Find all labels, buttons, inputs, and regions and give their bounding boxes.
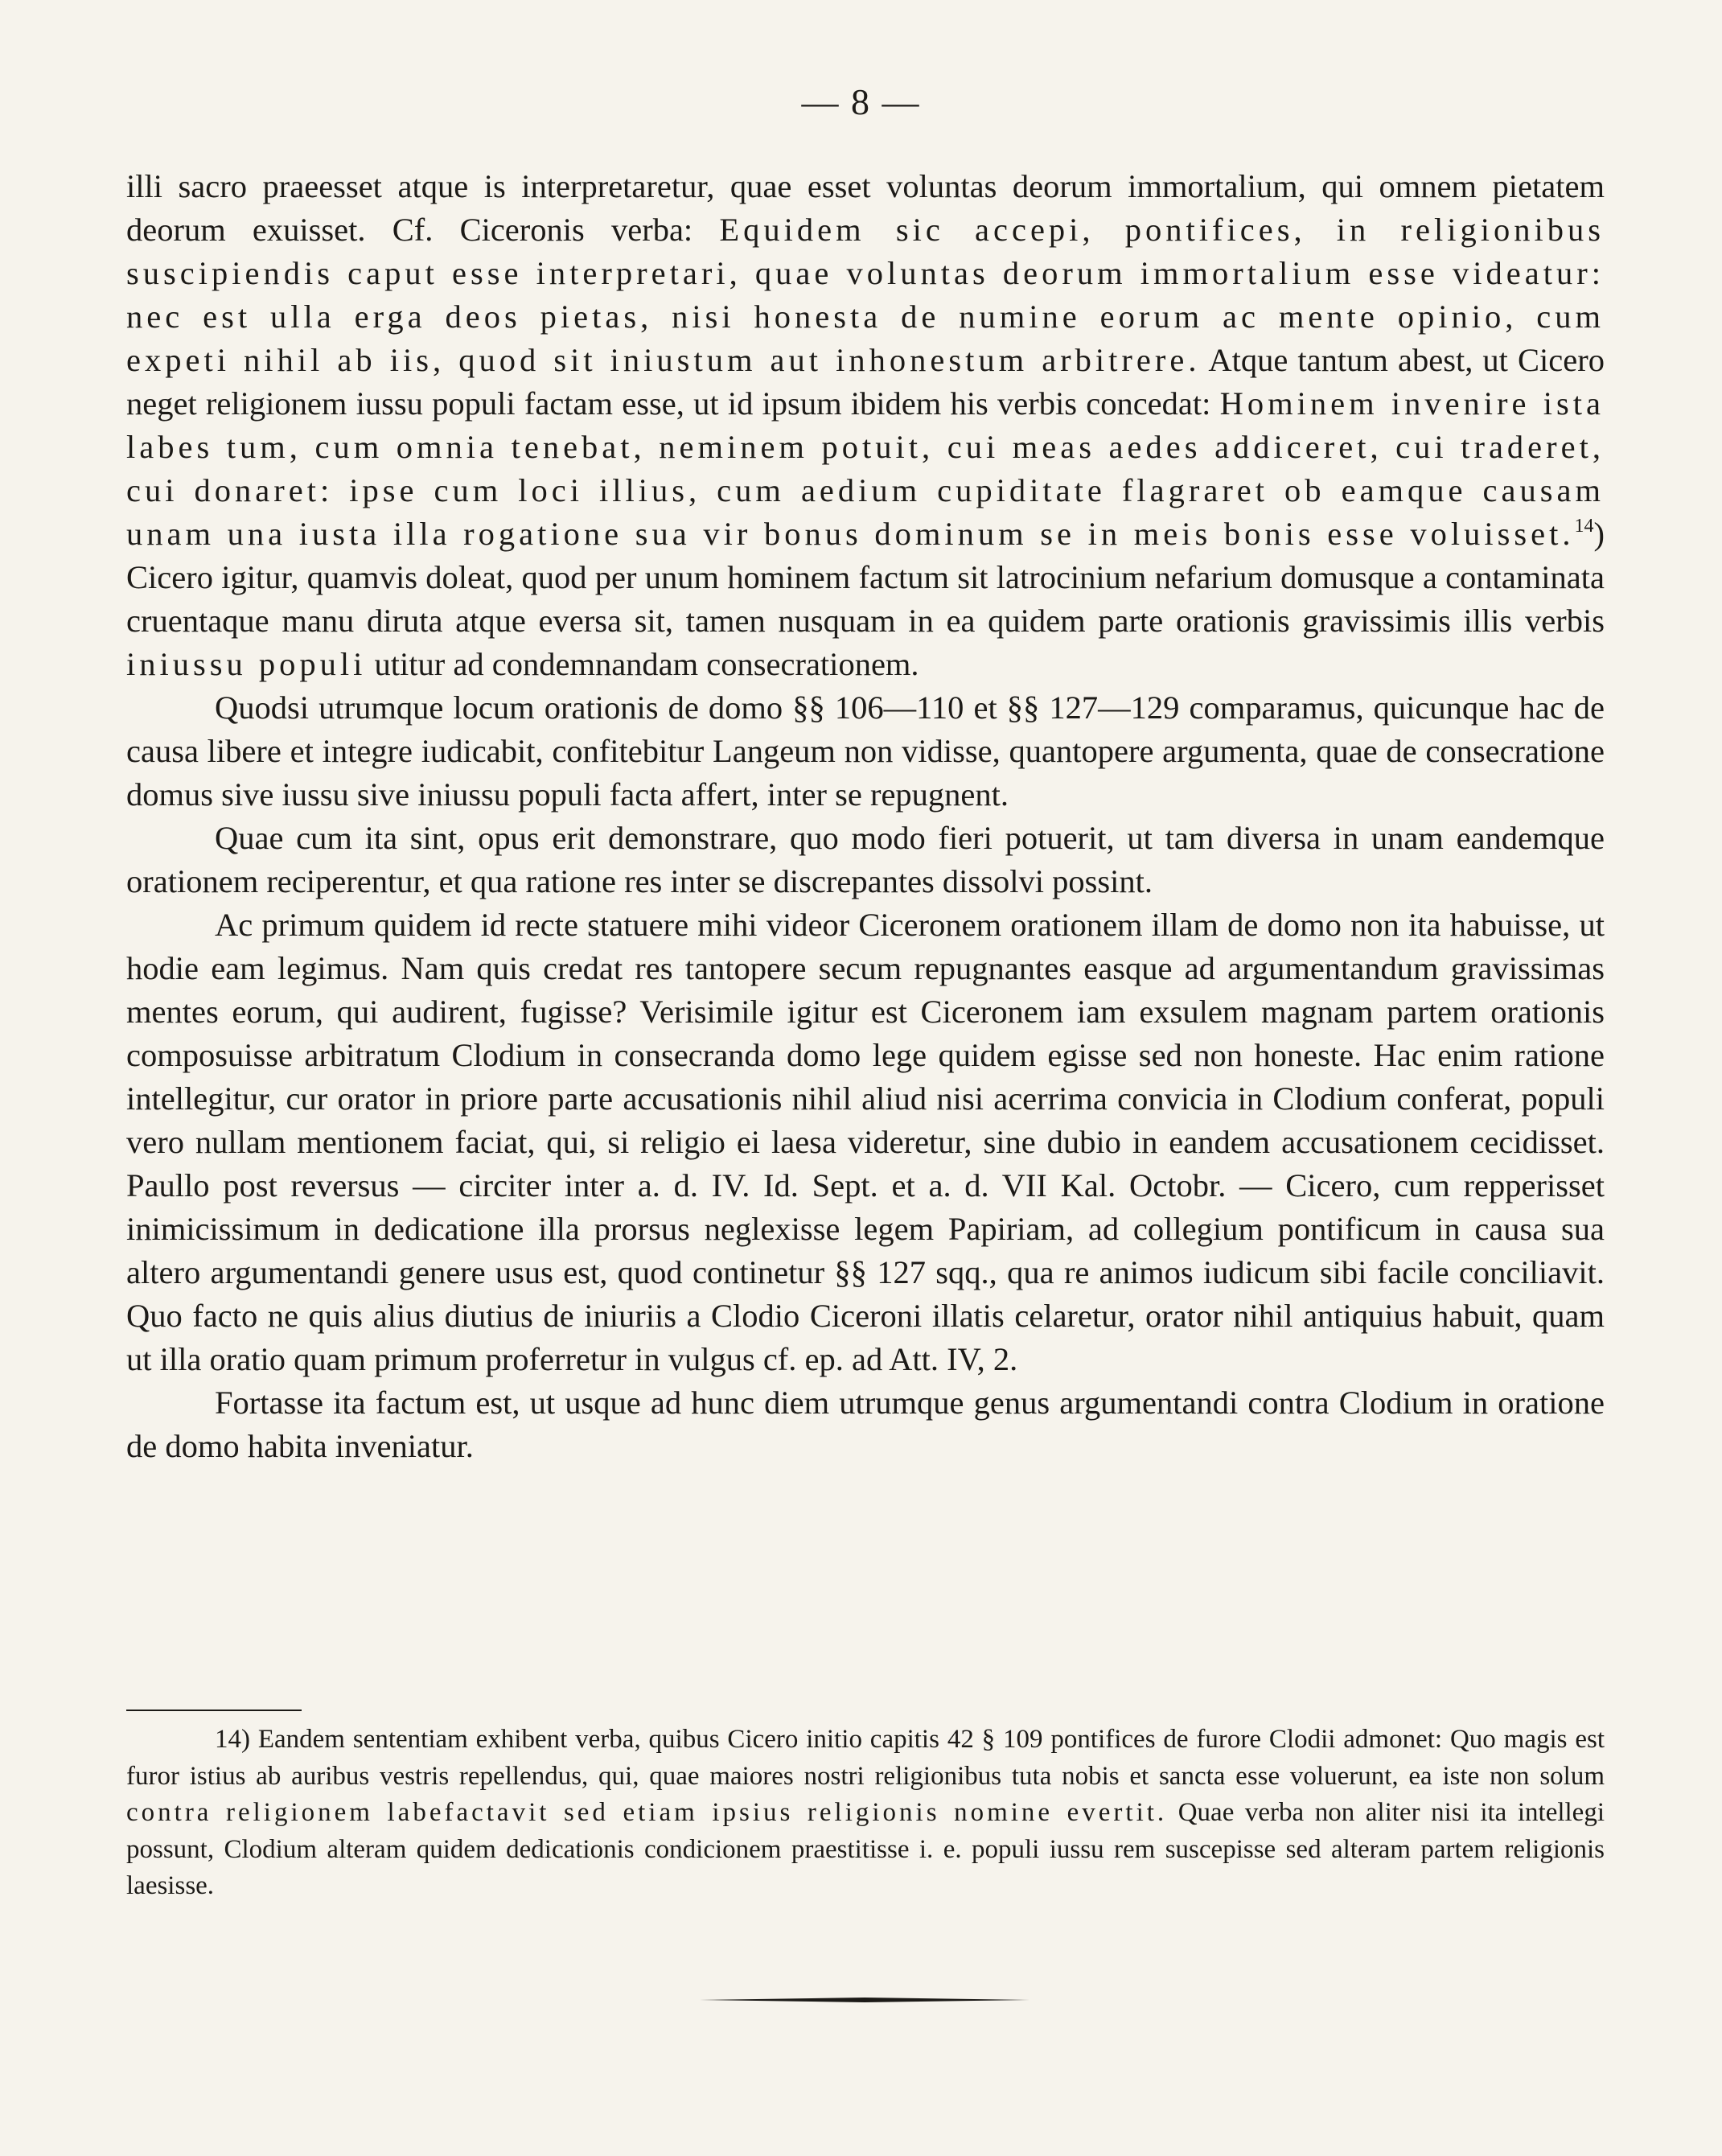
paragraph-3: Quae cum ita sint, opus erit demonstrare, quo modo fieri potuerit, ut tam diversa in unam eandemque orationem reciperentur, et qua ratione res inter se discrepantes dissolvi possint. [126, 820, 1605, 899]
page-number: — 8 — [801, 81, 921, 122]
p1-emphasis-spaced: iniussu populi [126, 646, 367, 682]
p1-text-a: illi sacro praeesset atque is interpretaretur, quae esset voluntas deorum immortalium, qui omnem pietatem deorum exuisset. Cf. Ciceronis verba: [126, 168, 1605, 248]
p1-text-c: Atque tantum abest, ut Cicero neget religionem iussu populi factam esse, ut id ipsum ibidem his verbis concedat: [126, 342, 1605, 422]
p1-text-g: utitur ad condemnandam consecrationem. [366, 646, 919, 682]
footnote-14 [126, 1722, 1605, 1905]
paragraph-2: Quodsi utrumque locum orationis de domo §§ 106—110 et §§ 127—129 comparamus, quicunque hac de causa libere et integre iudicabit, confitebitur Langeum non vidisse, quantopere argumenta, quae de consecratione domus sive iussu sive iniussu populi facta affert, inter se repugnent. [126, 689, 1605, 813]
footnote-ref-14: 14 [1574, 516, 1594, 537]
p1-text-e: ) Cicero igitur, quamvis doleat, quod per unum hominem factum sit latrocinium nefarium domusque a contaminata cruentaque manu diruta atque eversa sit, tamen nusquam in ea quidem parte orationis gravissimis illis verbis [126, 516, 1605, 639]
p1-quote2-spaced: Hominem invenire ista labes tum, cum omnia tenebat, neminem potuit, cui meas aedes addiceret, cui traderet, cui donaret: ipse cum loci illius, cum aedium cupiditate flagraret ob eamque causam unam una iusta illa rogatione sua vir bonus dominum se in meis bonis esse voluisset. [126, 385, 1605, 552]
p1-quote-spaced: Equidem sic accepi, pontifices, in religionibus suscipiendis caput esse interpretari, quae voluntas deorum immortalium esse videatur: nec est ulla erga deos pietas, nisi honesta de numine eorum ac mente opinio, cum expeti nihil ab iis, quod sit iniustum aut inhonestum arbitrere. [126, 212, 1605, 378]
paragraph-1 [126, 165, 1605, 686]
footnote-quote-spaced: contra religionem labefactavit sed etiam ipsius religionis nomine evertit. [126, 1798, 1168, 1827]
footnote-separator [126, 1710, 302, 1711]
footnote-text-c: Quae verba non aliter nisi ita intellegi possunt, Clodium alteram quidem dedicationis condicionem praestitisse i. e. populi iussu rem suscepisse sed alteram partem religionis laesisse. [126, 1798, 1605, 1900]
end-ornament-rule [700, 1998, 1030, 2002]
footnote-text-a: 14) Eandem sententiam exhibent verba, quibus Cicero initio capitis 42 § 109 pontifices de furore Clodii admonet: Quo magis est furor istius ab auribus vestris repellendus, qui, quae maiores nostri religionibus tuta nobis et sancta esse voluerunt, ea iste non solum [126, 1725, 1605, 1791]
footnotes [126, 1722, 1605, 1905]
paragraph-4: Ac primum quidem id recte statuere mihi videor Ciceronem orationem illam de domo non ita habuisse, ut hodie eam legimus. Nam quis credat res tantopere secum repugnantes easque ad argumentandum gravissimas mentes eorum, qui audirent, fugisse? Verisimile igitur est Ciceronem iam exsulem magnam partem orationis composuisse arbitratum Clodium in consecranda domo lege quidem egisse sed non honeste. Hac enim ratione intellegitur, cur orator in priore parte accusationis nihil aliud nisi acerrima convicia in Clodium conferat, populi vero nullam mentionem faciat, qui, si religio ei laesa videretur, sine dubio in eandem accusationem cecidisset. Paullo post reversus — circiter inter a. d. IV. Id. Sept. et a. d. VII Kal. Octobr. — Cicero, cum repperisset inimicissimum in dedicatione illa prorsus neglexisse legem Papiriam, ad collegium pontificum in causa sua altero argumentandi genere usus est, quod continetur §§ 127 sqq., qua re animos iudicum sibi facile conciliavit. Quo facto ne quis alius diutius de iniuriis a Clodio Ciceroni illatis celaretur, orator nihil antiquius habuit, quam ut illa oratio quam primum proferretur in vulgus cf. ep. ad Att. IV, 2. [126, 907, 1605, 1377]
paragraph-5: Fortasse ita factum est, ut usque ad hunc diem utrumque genus argumentandi contra Clodium in oratione de domo habita inveniatur. [126, 1385, 1605, 1464]
body-text [126, 165, 1605, 1468]
